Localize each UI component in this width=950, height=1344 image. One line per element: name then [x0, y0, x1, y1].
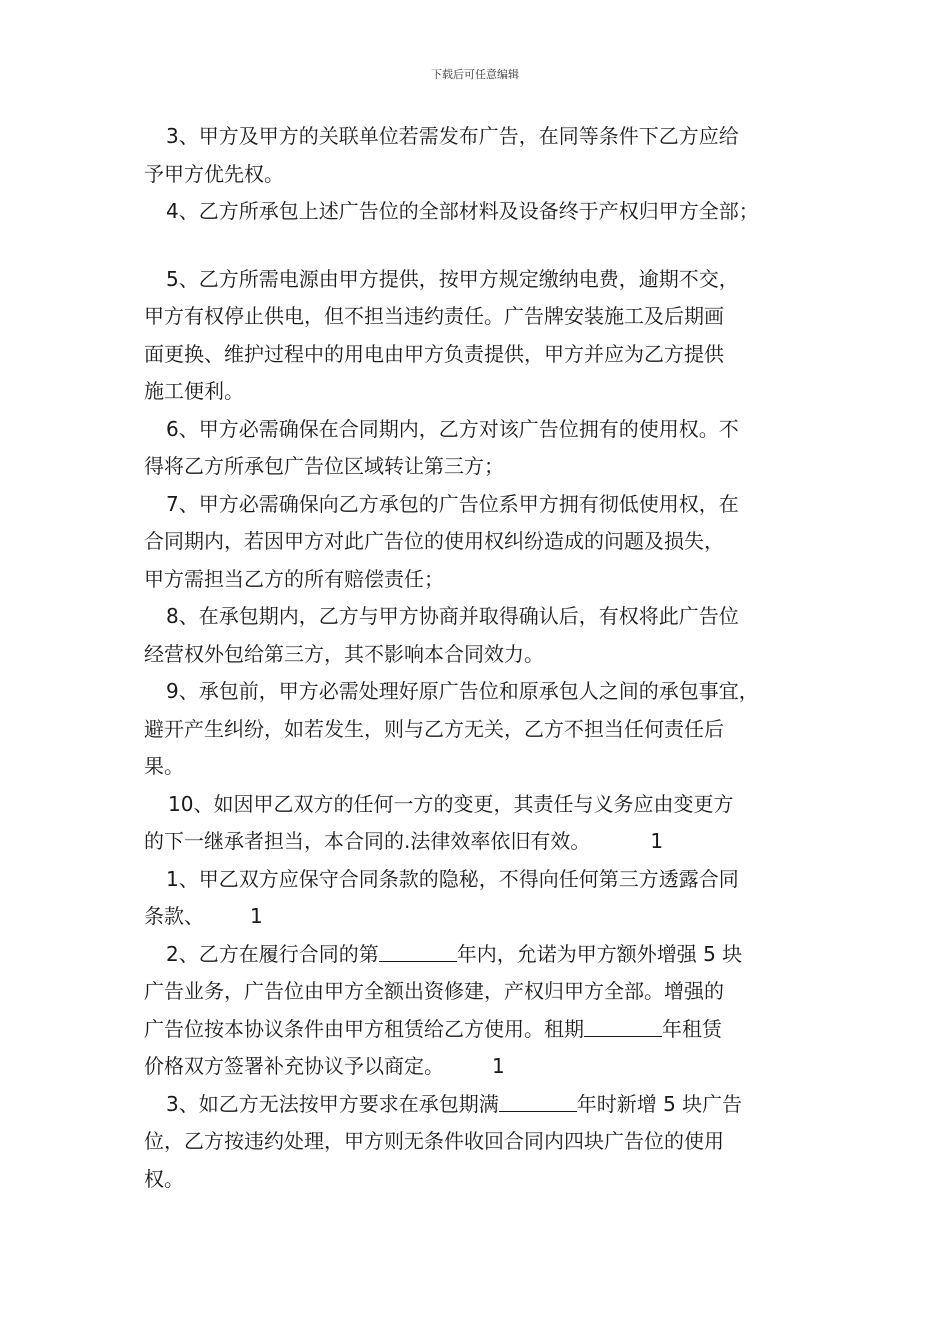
text-line: 9、承包前，甲方必需处理好原广告位和原承包人之间的承包事宜， [166, 679, 759, 703]
text-line: 5、乙方所需电源由甲方提供，按甲方规定缴纳电费，逾期不交， [166, 266, 739, 291]
line-text: 价格双方签署补充协议予以商定。 [144, 1054, 444, 1078]
text-line: 得将乙方所承包广告位区域转让第三方； [144, 454, 504, 478]
text-line: 4、乙方所承包上述广告位的全部材料及设备终于产权归甲方全部； [166, 199, 759, 223]
page-marker: 1 [492, 1054, 505, 1078]
text-line: 广告业务，广告位由甲方全额出资修建，产权归甲方全部。增强的 [144, 979, 724, 1003]
text-line: 避开产生纠纷，如若发生，则与乙方无关，乙方不担当任何责任后 [144, 716, 724, 741]
line-text: 年时新增 5 块广告 [576, 1091, 743, 1116]
fill-blank [499, 1091, 577, 1112]
fill-blank [379, 941, 457, 962]
text-line: 权。 [144, 1166, 184, 1191]
spacer [144, 231, 814, 261]
text-line: 予甲方优先权。 [144, 161, 284, 186]
text-line: 合同期内，若因甲方对此广告位的使用权纠纷造成的问题及损失， [144, 529, 724, 553]
text-line: 1、甲乙双方应保守合同条款的隐秘，不得向任何第三方透露合同 [166, 866, 739, 891]
text-line: 甲方有权停止供电，但不担当违约责任。广告牌安装施工及后期画 [144, 304, 724, 328]
text-line: 3、甲方及甲方的关联单位若需发布广告，在同等条件下乙方应给 [166, 124, 739, 148]
text-line: 甲方需担当乙方的所有赔偿责任； [144, 566, 444, 591]
text-line: 经营权外包给第三方，其不影响本合同效力。 [144, 641, 544, 666]
line-text: 年内，允诺为甲方额外增强 5 块 [456, 941, 743, 966]
text-line: 10、如因甲乙双方的任何一方的变更，其责任与义务应由变更方 [168, 791, 734, 816]
text-line: 果。 [144, 754, 184, 778]
line-text: 年租赁 [662, 1016, 722, 1041]
text-line [144, 1048, 814, 1086]
text-line [144, 1011, 814, 1049]
document-body [144, 118, 814, 1198]
text-line [144, 1086, 814, 1124]
text-line: 位，乙方按违约处理，甲方则无条件收回合同内四块广告位的使用 [144, 1129, 724, 1153]
line-text: 的下一继承者担当，本合同的.法律效率依旧有效。 [144, 829, 591, 853]
page-header: 下载后可任意编辑 [431, 68, 519, 81]
text-line [144, 823, 814, 861]
line-text: 广告位按本协议条件由甲方租赁给乙方使用。租期 [144, 1016, 584, 1041]
page-marker: 1 [650, 829, 664, 853]
fill-blank [584, 1016, 662, 1037]
text-line: 面更换、维护过程中的用电由甲方负责提供，甲方并应为乙方提供 [144, 341, 724, 366]
line-text: 3、如乙方无法按甲方要求在承包期满 [166, 1091, 499, 1116]
line-text: 2、乙方在履行合同的第 [166, 941, 379, 966]
text-line: 7、甲方必需确保向乙方承包的广告位系甲方拥有彻低使用权，在 [166, 491, 739, 516]
line-text: 条款、 [144, 904, 204, 928]
text-line [144, 898, 814, 936]
text-line: 6、甲方必需确保在合同期内，乙方对该广告位拥有的使用权。不 [166, 416, 739, 441]
text-line [144, 936, 814, 974]
page-marker: 1 [250, 904, 263, 928]
text-line: 8、在承包期内，乙方与甲方协商并取得确认后，有权将此广告位 [166, 604, 739, 628]
text-line: 施工便利。 [144, 379, 244, 403]
